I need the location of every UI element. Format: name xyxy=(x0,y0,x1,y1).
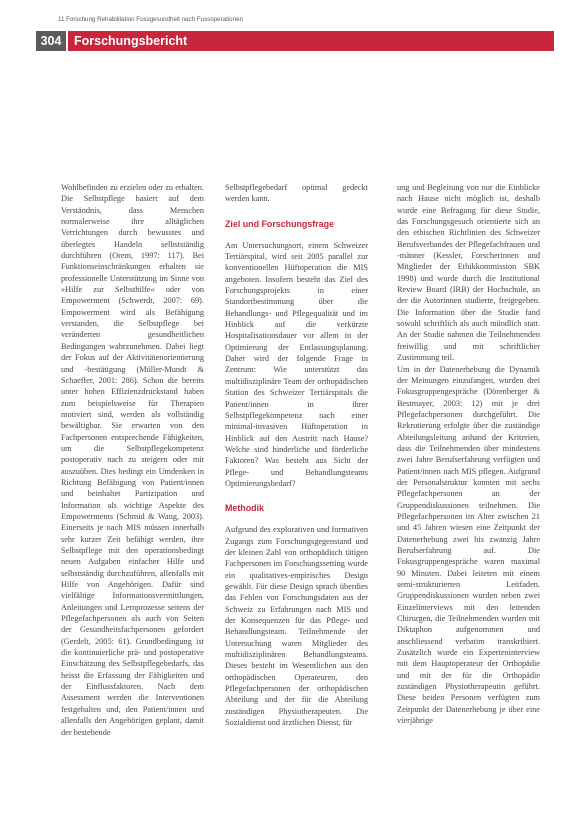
text-column-2 xyxy=(225,182,368,812)
text-column-3 xyxy=(397,182,540,812)
body-paragraph-datacollection: Um in der Datenerhebung die Dynamik der Meinungen einzufangen, wurden drei Fokusgruppengespräche (Dörenberger & Bestmayer, 2003: 12) mit je drei Pflegefachpersonen durchgeführt. Die Rekrutierung erfolgte über die zuständige Abteilungsleitung anhand der Kriterien, dass die Teilnehmenden über mindestens zwei Jahre Berufserfahrung verfügten und Patient/innen nach MIS pflegen. Aufgrund der Personalstruktur konnten mit sechs Pflegefachpersonen an der Gruppendiskussionen teilnehmen. Die Pflegefachpersonen im Alter zwischen 21 und 45 Jahren wiesen eine Zeitpunkt der Datenerhebung zwei bis zwanzig Jahre Berufserfahrung auf. Die Fokusgruppengespräche waren maximal 90 Minuten. Dabei leiteten mit einem semi-strukturierten Leitfaden. Gruppendiskussionen wurden neben zwei Einzelinterviews mit den leitenden Chirurgen, die Teilnehmenden wurden mit Diktaphon aufgenommen und anschliessend verbatim transkribiert. Zusätzlich wurde ein Experteninterview mit dem Hauptoperateur der Orthopädie und mit der für die Orthopädie zuständigen Physiotherapeutin geführt. Diese beiden Personen verfügten zum Zeitpunkt der Datenerhebung je über eine vierjährige xyxy=(397,364,540,726)
body-paragraph-ethics: ung und Begleitung von nur die Einblicke nach Hause nicht möglich ist, deshalb wurde eine Befragung für diese Studie, das Forschungsgesuch orientierte sich an den ethischen Richtlinien des Schweizer Berufsverbandes der Pflegefachfrauen und -männer (Kessler, Forscherinnen und Mitglieder der Ethikkommission SBK 1998) und wurde durch die Institutional Review Board (IRB) der Hochschule, an der die Autorinnen studierte, freigegeben. Die Information über die Studie fand sowohl schriftlich als auch mündlich statt. An der Studie nahmen die Teilnehmenden freiwillig und mit schriftlicher Zustimmung teil. xyxy=(397,183,540,363)
body-paragraph-goal: Am Untersuchungsort, einem Schweizer Tertiärspital, wird seit 2005 parallel zur konventionellen Hüftoperation die MIS angeboten. Insofern besteht das Ziel des Forschungsprojekts in einer Standortbestimmung über die Behandlungs- und Pflegequalität und im Hinblick auf die verkürzte Hospitalisationsdauer vor allem in der Optimierung der Entlassungsplanung. Daher wird der folgende Frage in Zentrum: Wie unterstützt das multidisziplinäre Team der orthopädischen Station des Schweizer Tertiärspitals die Patient/innen in ihrer Selbstpflegekompetenz nach einer minimal-invasiven Hüftoperation in Hinblick auf den Austritt nach Hause? Welche sind hinderliche und förderliche Faktoren? Was besteht aus Sicht der Pflege- und Behandlungsteams Optimierungsbedarf? xyxy=(225,240,368,488)
page-header-bar xyxy=(36,31,554,51)
section-heading-goal: Ziel und Forschungsfrage xyxy=(225,218,334,229)
body-paragraph-method: Aufgrund des explorativen und formativen Zugangs zum Forschungsgegenstand und der kleinen Zahl von orthopädisch tätigen Fachpersonen im Forschungssetting wurde ein qualitatives-empirisches Design gewählt. Für diese Design sprach überdies das Fehlen von Forschungsdaten aus der Schweiz zu Erfahrungen nach MIS und der Konsequenzen für das Pflege- und Behandlungsteam. Teilnehmende der Untersuchung waren Mitglieder des multidisziplinären Behandlungsteams. Dieses besteht im Wesentlichen aus den orthopädischen Operateuren, den Pflegefachpersonen der orthopädischen Abteilung und der für die Abteilung zuständigen Physiotherapeuten. Die Sozialdienst und ärztlichen Dienst, für xyxy=(225,525,368,728)
section-title: Forschungsbericht xyxy=(68,31,554,51)
body-paragraph-intro: Selbstpflegebedarf optimal gedeckt werden kann. xyxy=(225,183,368,204)
page-number: 304 xyxy=(36,31,66,51)
body-paragraph: Wohlbefinden zu erzielen oder zu erhalten. Die Selbstpflege basiert auf dem Verständnis, dass Menschen normalerweise ihre alltäglichen Verrichtungen durch bewusstes und überlegtes Handeln selbstständig durchführen (Orem, 1997: 117). Bei Funktionseinschränkungen erhalten sie professionelle Unterstützung im Sinne von »Hilfe zur Selbsthilfe« oder von Empowerment (Schwerdt, 2007: 69). Empowerment wird als Befähigung verstanden, die Selbstpflege bei veränderten gesundheitlichen Bedingungen wahrzunehmen. Dabei liegt der Fokus auf der Aktivitätenorientierung und -bestätigung (Müller-Mundt & Schaeffer, 2001: 286). Schon die bereits unter hohen Effizienzdruckstand haben zum beispielsweise für Therapien motiviert sind, werden als vollständig bewältigbar. Sie erwarten von den Fachpersonen entsprechende Fähigkeiten, um die Selbstpflegekompetenz postoperativ nach zu steigern oder mit auszuüben. Dies bedingt ein Umdenken in Richtung Befähigung von Patient/innen und beinhaltet Partizipation und Information als wichtige Aspekte des Empowerments (Schmid & Wang, 2003). Einerseits je nach MIS müssen innerhalb sehr kurzer Zeit befähigt werden, ihre Selbstpflege mit den operationsbedingt neuen Aufgaben einfacher Hilfe und selbstständig durchzuführen, allenfalls mit Hilfe von Angehörigen. Dafür sind vielfältige Informationsvermittlungen, Anleitungen und Lernprozesse seitens der Pflegefachpersonen als auch von Seiten der Gesundheitsfachpersonen gefordert (Gerdelt, 2005: 61). Grundbedingung ist die kontinuierliche prä- und postoperative Einschätzung des Selbstpflegebedarfs, das heisst die Erfassung der Fähigkeiten und der Einflussfaktoren. Nach dem Assessment werden die Interventionen festgehalten und, den Patient/innen und allenfalls den Angehörigen geplant, damit der bestehende xyxy=(61,183,204,737)
section-heading-method: Methodik xyxy=(225,503,264,514)
running-head: 11 Forschung Rehabilitation Fussgesundheit nach Fussoperationen xyxy=(58,16,243,23)
margin-mark: · xyxy=(44,544,46,550)
text-column-1 xyxy=(61,182,204,812)
